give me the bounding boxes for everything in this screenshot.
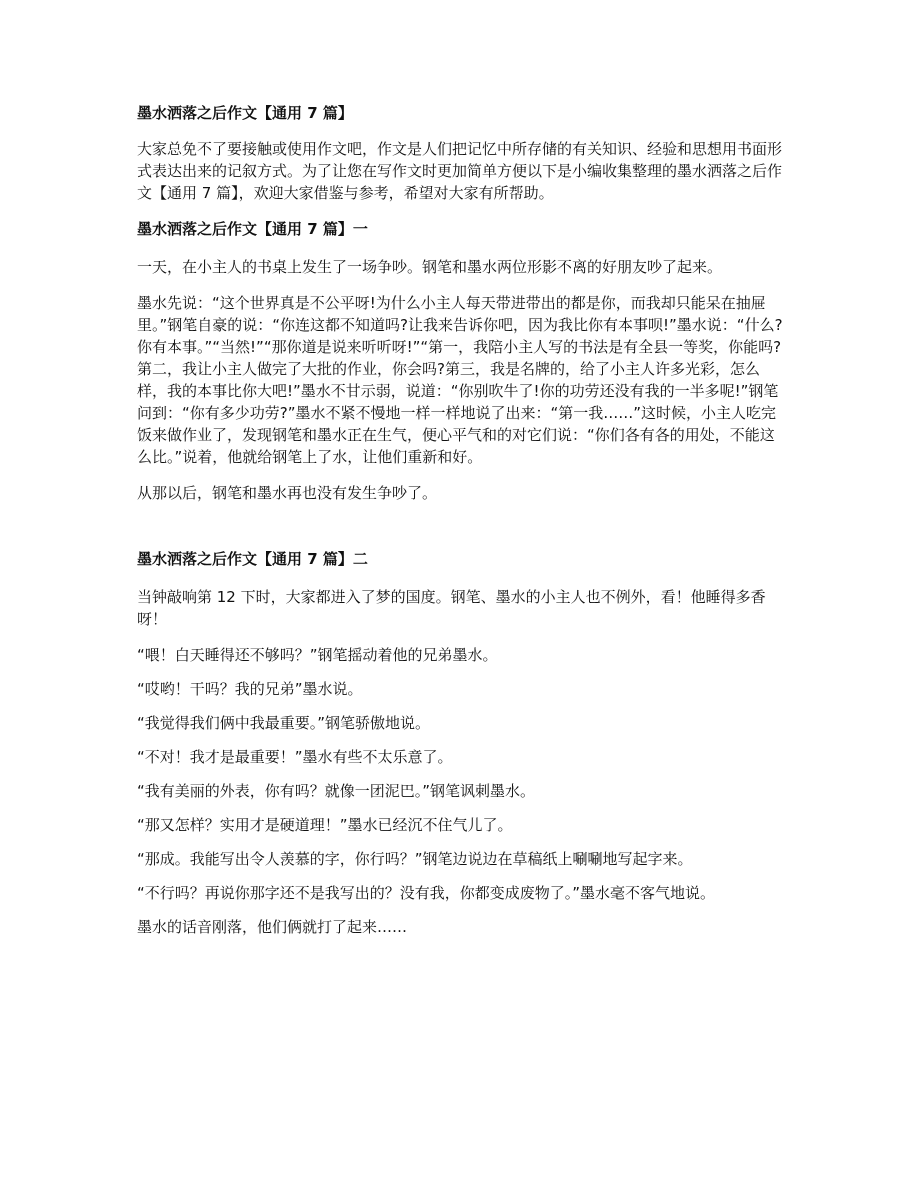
section-2-paragraph-8: “那成。我能写出令人羡慕的字，你行吗？”钢笔边说边在草稿纸上唰唰地写起字来。 (137, 850, 693, 868)
section-1-paragraph-3: 从那以后，钢笔和墨水再也没有发生争吵了。 (137, 484, 438, 502)
section-2-paragraph-6: “我有美丽的外表，你有吗？就像一团泥巴。”钢笔讽刺墨水。 (137, 782, 536, 800)
section-2-paragraph-7: “那又怎样？实用才是硬道理！”墨水已经沉不住气儿了。 (137, 816, 513, 834)
section-1-paragraph-2: 墨水先说：“这个世界真是不公平呀!为什么小主人每天带进带出的都是你，而我却只能呆在抽屉里。”钢笔自豪的说：“你连这都不知道吗?让我来告诉你吧，因为我比你有本事呗!”墨水说：“什么?你有本事。”“当然!”“那你道是说来听听呀!”“第一，我陪小主人写的书法是有全县一等奖，你能吗?第二，我让小主人做完了大批的作业，你会吗?第三，我是名牌的，给了小主人许多光彩，怎么样，我的本事比你大吧!”墨水不甘示弱，说道：“你别吹牛了!你的功劳还没有我的一半多呢!”钢笔问到：“你有多少功劳?”墨水不紧不慢地一样一样地说了出来：“第一我……”这时候，小主人吃完饭来做作业了，发现钢笔和墨水正在生气，便心平气和的对它们说：“你们各有各的用处，不能这么比。”说着，他就给钢笔上了水，让他们重新和好。 (137, 294, 783, 466)
section-gap (137, 518, 785, 548)
section-1-paragraph-1: 一天，在小主人的书桌上发生了一场争吵。钢笔和墨水两位形影不离的好朋友吵了起来。 (137, 258, 723, 276)
section-2-paragraph-9: “不行吗？再说你那字还不是我写出的？没有我，你都变成废物了。”墨水毫不客气地说。 (137, 884, 716, 902)
section-2-paragraph-3: “哎哟！干吗？我的兄弟”墨水说。 (137, 680, 363, 698)
section-2-paragraph-2: “喂！白天睡得还不够吗？”钢笔摇动着他的兄弟墨水。 (137, 646, 498, 664)
section-2-heading: 墨水洒落之后作文【通用 7 篇】二 (137, 550, 368, 568)
section-1-heading: 墨水洒落之后作文【通用 7 篇】一 (137, 220, 368, 238)
intro-paragraph: 大家总免不了要接触或使用作文吧，作文是人们把记忆中所存储的有关知识、经验和思想用书面形式表达出来的记叙方式。为了让您在写作文时更加简单方便以下是小编收集整理的墨水洒落之后作文【通用 7 篇】，欢迎大家借鉴与参考，希望对大家有所帮助。 (137, 140, 783, 202)
document-title: 墨水洒落之后作文【通用 7 篇】 (137, 104, 353, 122)
section-2-paragraph-10: 墨水的话音刚落，他们俩就打了起来…… (137, 918, 408, 936)
section-2-paragraph-4: “我觉得我们俩中我最重要。”钢笔骄傲地说。 (137, 714, 431, 732)
document-page (137, 102, 785, 950)
section-2-paragraph-1: 当钟敲响第 12 下时，大家都进入了梦的国度。钢笔、墨水的小主人也不例外，看！他睡得多香呀！ (137, 588, 766, 628)
section-2-paragraph-5: “不对！我才是最重要！”墨水有些不太乐意了。 (137, 748, 453, 766)
